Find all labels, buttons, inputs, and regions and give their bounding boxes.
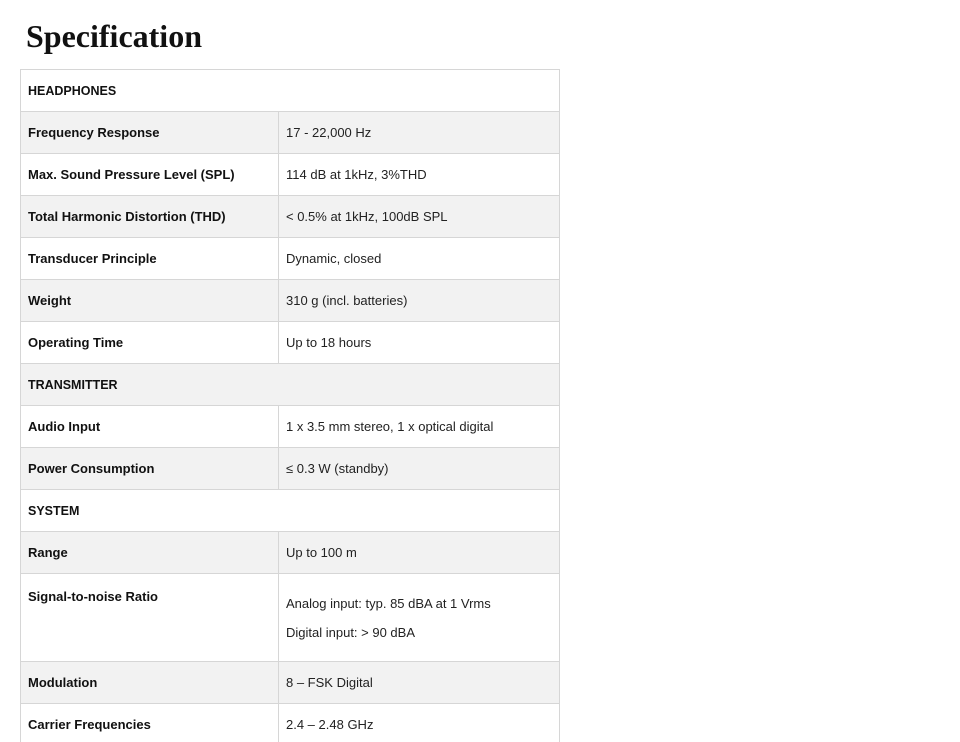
spec-label: Carrier Frequencies xyxy=(21,704,279,742)
table-row xyxy=(21,154,560,196)
spec-value: ≤ 0.3 W (standby) xyxy=(279,448,560,490)
spec-label: Max. Sound Pressure Level (SPL) xyxy=(21,154,279,196)
table-row xyxy=(21,574,560,662)
section-header-system xyxy=(21,490,560,532)
spec-label: Range xyxy=(21,532,279,574)
spec-value: Up to 18 hours xyxy=(279,322,560,364)
table-row xyxy=(21,448,560,490)
spec-value: 8 – FSK Digital xyxy=(279,662,560,704)
table-row xyxy=(21,322,560,364)
table-row xyxy=(21,112,560,154)
spec-value: < 0.5% at 1kHz, 100dB SPL xyxy=(279,196,560,238)
spec-label: Audio Input xyxy=(21,406,279,448)
spec-label: Power Consumption xyxy=(21,448,279,490)
spec-value: Dynamic, closed xyxy=(279,238,560,280)
spec-value: 310 g (incl. batteries) xyxy=(279,280,560,322)
section-title: HEADPHONES xyxy=(21,70,560,112)
spec-value: 17 - 22,000 Hz xyxy=(279,112,560,154)
spec-value: 114 dB at 1kHz, 3%THD xyxy=(279,154,560,196)
section-header-headphones xyxy=(21,70,560,112)
spec-label: Transducer Principle xyxy=(21,238,279,280)
spec-label: Weight xyxy=(21,280,279,322)
spec-value-line: Digital input: > 90 dBA xyxy=(286,624,415,640)
table-row xyxy=(21,280,560,322)
spec-label: Frequency Response xyxy=(21,112,279,154)
table-row xyxy=(21,196,560,238)
spec-value: Up to 100 m xyxy=(279,532,560,574)
spec-label: Signal-to-noise Ratio xyxy=(21,574,279,662)
table-row xyxy=(21,662,560,704)
spec-value-multiline xyxy=(279,574,560,662)
table-row xyxy=(21,406,560,448)
section-title: TRANSMITTER xyxy=(21,364,560,406)
section-title: SYSTEM xyxy=(21,490,560,532)
table-row xyxy=(21,238,560,280)
spec-label: Operating Time xyxy=(21,322,279,364)
spec-label: Modulation xyxy=(21,662,279,704)
spec-label: Total Harmonic Distortion (THD) xyxy=(21,196,279,238)
spec-value-line: Analog input: typ. 85 dBA at 1 Vrms xyxy=(286,595,491,611)
spec-value: 2.4 – 2.48 GHz xyxy=(279,704,560,742)
section-header-transmitter xyxy=(21,364,560,406)
specification-table xyxy=(20,69,560,742)
spec-value: 1 x 3.5 mm stereo, 1 x optical digital xyxy=(279,406,560,448)
table-row xyxy=(21,532,560,574)
page-title: Specification xyxy=(26,18,202,54)
table-row xyxy=(21,704,560,742)
